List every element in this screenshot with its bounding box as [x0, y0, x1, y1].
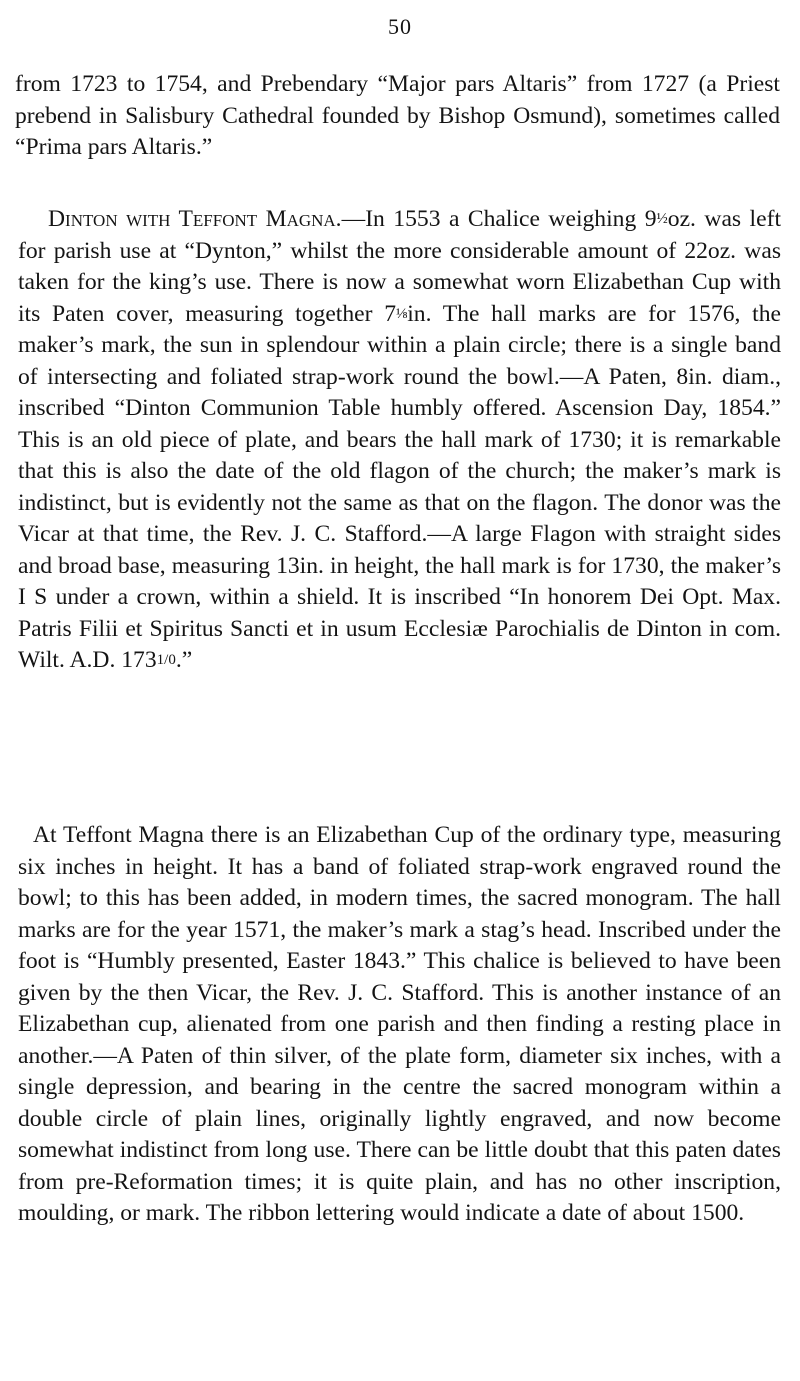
dinton-text-c: in. The hall marks are for 1576, the maker’s mark, the sun in splendour within a plain circle; there is a single band of intersecting and foliated strap-work round the bowl.—A Paten, 8in. diam., inscribed “Dinton Communion Table humbly offered. Ascension Day, 1854.” This is an old piece of plate, and bears the hall mark of 1730; it is remarkable that this is also the date of the old flagon of the church; the maker’s mark is indistinct, but is evidently not the same as that on the flagon. The donor was the Vicar at that time, the Rev. J. C. Stafford.—A large Flagon with straight sides and broad base, measuring 13in. in height, the hall mark is for 1730, the maker’s I S under a crown, within a shield. It is inscribed “In honorem Dei Opt. Max. Patris Filii et Spiritus Sancti et in usum Ecclesiæ Parochialis de Dinton in com. Wilt. A.D. 173: [18, 300, 781, 673]
paragraph-continuation: from 1723 to 1754, and Prebendary “Major pars Altaris” from 1727 (a Priest prebend in Salisbury Cathedral founded by Bishop Osmund), sometimes called “Prima pars Altaris.”: [15, 71, 780, 160]
fraction-eighth: ⅛: [396, 305, 408, 322]
fraction-year: 1/0: [156, 652, 176, 668]
page-number: 50: [388, 14, 412, 39]
dinton-text-d: .”: [175, 647, 193, 673]
fraction-half: ½: [656, 211, 668, 227]
dinton-text-a: In 1553 a Chalice weighing 9: [365, 206, 657, 232]
dinton-text-b: oz. was left for parish use at “Dynton,” whilst the more considerable amount of 22oz. was taken for the king’s use. There is now a somewhat worn Elizabethan Cup with its Paten cover, measuring together 7: [18, 206, 781, 327]
heading-dash: —: [341, 206, 366, 232]
paragraph-dinton: [18, 204, 781, 677]
section-heading-dinton: Dinton with Teffont Magna.: [48, 206, 342, 232]
paragraph-teffont: At Teffont Magna there is an Elizabethan Cup of the ordinary type, measuring six inches in height. It has a band of foliated strap-work engraved round the bowl; to this has been added, in modern times, the sacred monogram. The hall marks are for the year 1571, the maker’s mark a stag’s head. Inscribed under the foot is “Humbly presented, Easter 1843.” This chalice is believed to have been given by the then Vicar, the Rev. J. C. Stafford. This is another instance of an Elizabethan cup, alienated from one parish and then finding a resting place in another.—A Paten of thin silver, of the plate form, diameter six inches, with a single depression, and bearing in the centre the sacred monogram within a double circle of plain lines, originally lightly engraved, and now become somewhat indistinct from long use. There can be little doubt that this paten dates from pre-Reformation times; it is quite plain, and has no other inscription, moulding, or mark. The ribbon lettering would indicate a date of about 1500.: [18, 822, 781, 1226]
